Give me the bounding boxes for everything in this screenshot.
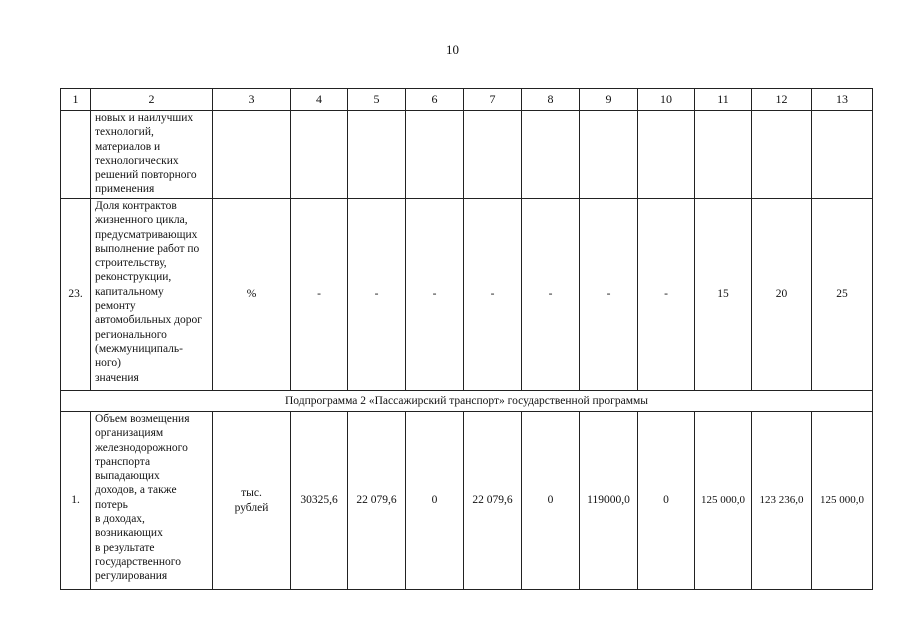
header-cell: 8 [522, 89, 580, 111]
header-cell: 9 [580, 89, 638, 111]
value-cell: - [291, 199, 348, 391]
value-cell: - [580, 199, 638, 391]
value-cell: 0 [638, 412, 695, 590]
table-row-continuation [61, 111, 873, 199]
header-row [61, 89, 873, 111]
page-number: 10 [446, 42, 459, 57]
row-name: новых и наилучших технологий, материалов и технологических решений повторного применения [91, 111, 213, 199]
value-cell: 20 [752, 199, 812, 391]
table-row-1 [61, 412, 873, 590]
value-cell: 22 079,6 [348, 412, 406, 590]
header-cell: 2 [91, 89, 213, 111]
value-cell: 0 [522, 412, 580, 590]
header-cell: 1 [61, 89, 91, 111]
subprogram-row [61, 391, 873, 412]
value-cell: 25 [812, 199, 873, 391]
value-cell: - [522, 199, 580, 391]
value-cell: - [348, 199, 406, 391]
header-cell: 5 [348, 89, 406, 111]
value-cell: 22 079,6 [464, 412, 522, 590]
header-cell: 4 [291, 89, 348, 111]
value-cell: 123 236,0 [752, 412, 812, 590]
header-cell: 6 [406, 89, 464, 111]
header-cell: 12 [752, 89, 812, 111]
value-cell: - [464, 199, 522, 391]
value-cell: 0 [406, 412, 464, 590]
value-cell: 125 000,0 [695, 412, 752, 590]
header-cell: 7 [464, 89, 522, 111]
indicators-table [60, 88, 873, 590]
row-number: 1. [61, 412, 91, 590]
row-unit: % [213, 199, 291, 391]
value-cell: 30325,6 [291, 412, 348, 590]
header-cell: 10 [638, 89, 695, 111]
row-number: 23. [61, 199, 91, 391]
row-name: Доля контрактов жизненного цикла, предусматривающих выполнение работ по строительству, реконструкции, капитальному ремонту автомобильных дорог регионального (межмуниципаль- ного) значения [91, 199, 213, 391]
value-cell: - [406, 199, 464, 391]
row-unit: тыс. рублей [213, 412, 291, 590]
row-name: Объем возмещения организациям железнодорожного транспорта выпадающих доходов, а также потерь в доходах, возникающих в результате государственного регулирования [91, 412, 213, 590]
value-cell: - [638, 199, 695, 391]
header-cell: 13 [812, 89, 873, 111]
subprogram-title: Подпрограмма 2 «Пассажирский транспорт» государственной программы [61, 391, 873, 412]
header-cell: 11 [695, 89, 752, 111]
value-cell: 125 000,0 [812, 412, 873, 590]
table-row-23 [61, 199, 873, 391]
header-cell: 3 [213, 89, 291, 111]
value-cell: 119000,0 [580, 412, 638, 590]
value-cell: 15 [695, 199, 752, 391]
